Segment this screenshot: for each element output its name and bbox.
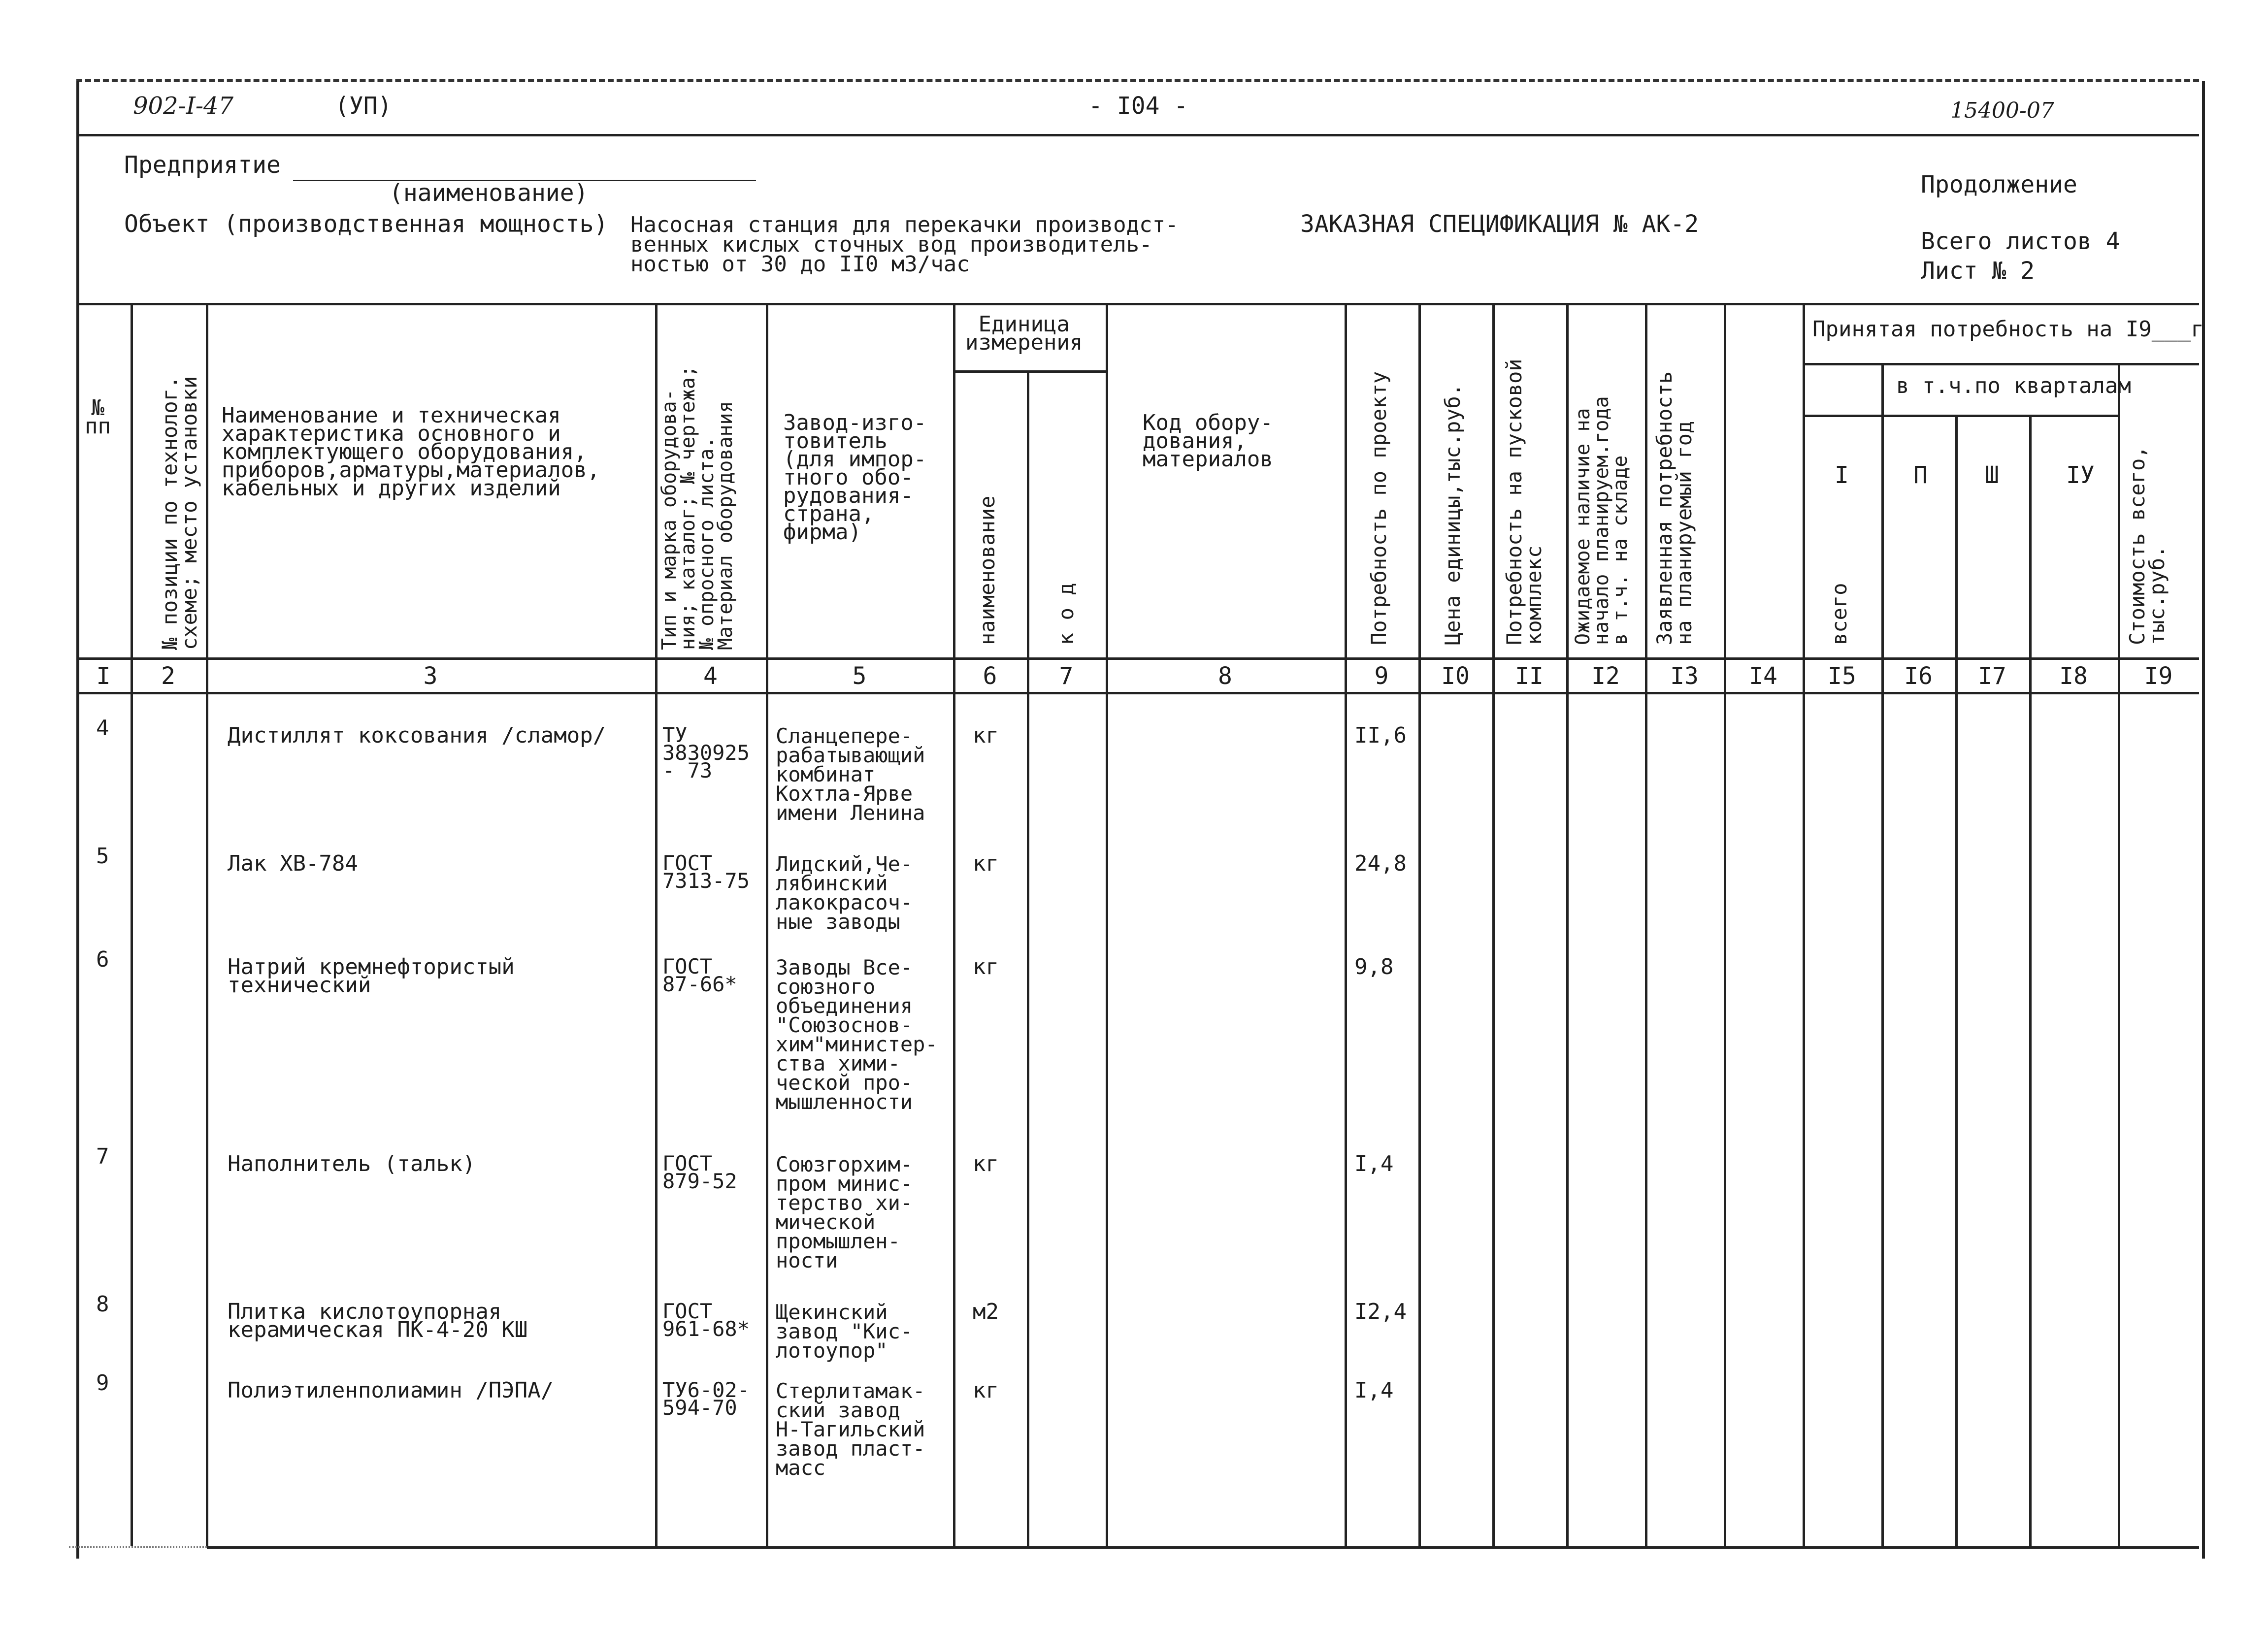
object-line-1: Насосная станция для перекачки производст- — [630, 212, 1179, 237]
col14-header: всего — [1827, 583, 1851, 645]
item-unit: кг — [973, 954, 999, 979]
item-type: ГОСТ 7313-75 — [662, 851, 750, 893]
item-manufacturer: Лидский,Че- лябинский лакокрасоч- ные заводы — [776, 852, 913, 934]
item-unit: кг — [973, 1151, 999, 1176]
col11-header: Потребность на пусковой комплекс — [1502, 358, 1546, 645]
quarters-group-header: в т.ч.по кварталам — [1896, 373, 2131, 398]
column-number: I2 — [1591, 662, 1620, 690]
row-number: 7 — [96, 1144, 109, 1169]
row-number: 4 — [96, 716, 109, 741]
col-line-7 — [1106, 303, 1108, 1546]
item-unit: кг — [973, 723, 999, 748]
item-type: ТУ6-02- 594-70 — [662, 1378, 750, 1420]
col-line-1 — [131, 303, 133, 1546]
col16-header: П — [1913, 461, 1928, 489]
column-number: 4 — [703, 662, 718, 690]
page-number: - I04 - — [1088, 92, 1188, 120]
accepted-group-line — [1803, 363, 2199, 365]
spec-title: ЗАКАЗНАЯ СПЕЦИФИКАЦИЯ № АК-2 — [1300, 210, 1699, 238]
column-number: I8 — [2059, 662, 2088, 690]
item-name: Натрий кремнефтористый технический — [228, 954, 515, 998]
col10-header: Цена единицы,тыс.руб. — [1441, 383, 1465, 645]
col18-header: IУ — [2066, 461, 2095, 489]
quarters-group-line — [1803, 415, 2118, 417]
col-line-3 — [655, 303, 657, 1546]
column-number: I5 — [1828, 662, 1856, 690]
column-number: 2 — [161, 662, 175, 690]
item-quantity: I,4 — [1354, 1151, 1394, 1176]
table-top-line — [76, 303, 2199, 305]
colnum-bottom-line — [76, 692, 2199, 694]
col-line-18 — [2118, 363, 2120, 1546]
col12-header: Ожидаемое наличие на начало планируем.года в т.ч. на складе — [1572, 396, 1632, 645]
col-line-14 — [1803, 303, 1805, 1546]
doc-part: (УП) — [335, 92, 392, 120]
enterprise-hint: (наименование) — [389, 179, 589, 207]
object-line-3: ностью от 30 до II0 м3/час — [630, 252, 970, 277]
col4-header: Тип и марка оборудова- ния; каталог; № чертежа; № опросного листа. Материал оборудования — [658, 365, 737, 650]
col2-header: № позиции по технолог. схеме; место установки — [158, 376, 201, 650]
column-number: I0 — [1441, 662, 1470, 690]
col15-header: I — [1835, 461, 1849, 489]
column-number: II — [1515, 662, 1544, 690]
col-line-17 — [2029, 415, 2032, 1546]
header-divider — [76, 134, 2199, 136]
item-name: Дистиллят коксования /сламор/ — [228, 723, 606, 748]
column-number: I4 — [1749, 662, 1777, 690]
col-line-13 — [1724, 303, 1726, 1546]
colnum-top-line — [76, 657, 2199, 660]
column-number: 8 — [1218, 662, 1232, 690]
item-manufacturer: Стерлитамак- ский завод Н-Тагильский завод пласт- масс — [776, 1379, 925, 1480]
item-type: ГОСТ 87-66* — [662, 954, 737, 996]
row-number: 9 — [96, 1370, 109, 1396]
column-number: I7 — [1978, 662, 2006, 690]
column-number: 7 — [1059, 662, 1074, 690]
col-line-8 — [1345, 303, 1347, 1546]
column-number: I9 — [2144, 662, 2173, 690]
item-unit: кг — [973, 1378, 999, 1403]
unit-group-header: Единица измерения — [965, 312, 1083, 355]
bottom-edge — [69, 1546, 207, 1548]
unit-group-line — [953, 370, 1106, 373]
item-type: ТУ 3830925 - 73 — [662, 723, 750, 782]
column-number: I — [96, 662, 111, 690]
item-quantity: II,6 — [1354, 723, 1407, 748]
item-name: Наполнитель (тальк) — [228, 1151, 476, 1176]
col13-header: Заявленная потребность на планируемый год — [1652, 371, 1696, 645]
row-number: 6 — [96, 947, 109, 972]
enterprise-label: Предприятие — [124, 151, 281, 179]
col9-header: Потребность по проекту — [1367, 371, 1391, 645]
col-line-6 — [1027, 370, 1029, 1546]
item-type: ГОСТ 879-52 — [662, 1151, 737, 1193]
col-line-2 — [206, 303, 208, 1546]
item-manufacturer: Щекинский завод "Кис- лотоупор" — [776, 1300, 913, 1363]
object-label: Объект (производственная мощность) — [124, 210, 608, 238]
col-line-12 — [1645, 303, 1647, 1546]
item-quantity: 9,8 — [1354, 954, 1394, 979]
item-type: ГОСТ 961-68* — [662, 1299, 750, 1341]
col17-header: Ш — [1985, 461, 1999, 489]
item-manufacturer: Заводы Все- союзного объединения "Союзоснов- хим"министер- ства хими- ческой про- мышленности — [776, 955, 938, 1114]
col5-header: Завод-изго- товитель (для импор- тного обо- рудования- страна, фирма) — [783, 410, 927, 545]
item-quantity: I,4 — [1354, 1378, 1394, 1403]
sheet-number: Лист № 2 — [1921, 257, 2035, 285]
column-number: 5 — [852, 662, 867, 690]
sheets-total: Всего листов 4 — [1921, 228, 2120, 255]
col-line-5 — [953, 303, 955, 1546]
col-line-10 — [1492, 303, 1495, 1546]
doc-code: 902-I-47 — [133, 92, 234, 120]
column-number: I3 — [1670, 662, 1699, 690]
col-line-16 — [1955, 415, 1958, 1546]
col19-header: Стоимость всего, тыс.руб. — [2125, 446, 2169, 645]
row-number: 5 — [96, 844, 109, 869]
object-line-2: венных кислых сточных вод производитель- — [630, 232, 1152, 257]
col-line-11 — [1566, 303, 1569, 1546]
item-unit: м2 — [973, 1299, 999, 1324]
col1-header: № пп — [85, 395, 111, 439]
item-quantity: 24,8 — [1354, 851, 1407, 876]
continuation-label: Продолжение — [1921, 171, 2077, 198]
column-number: 9 — [1374, 662, 1389, 690]
table-bottom-line — [207, 1546, 2199, 1549]
col3-header: Наименование и техническая характеристика основного и комплектующего оборудования, приборов,арматуры,материалов, кабельных и других изделий — [222, 403, 600, 501]
col-line-15 — [1881, 363, 1884, 1546]
item-unit: кг — [973, 851, 999, 876]
item-manufacturer: Союзгорхим- пром минис- терство хи- мической промышлен- ности — [776, 1152, 913, 1272]
col8-header: Код обору- дования, материалов — [1143, 410, 1273, 472]
col-line-9 — [1418, 303, 1421, 1546]
column-number: 6 — [983, 662, 997, 690]
accepted-group-header: Принятая потребность на I9___г — [1812, 317, 2204, 342]
column-number: 3 — [423, 662, 438, 690]
column-number: I6 — [1904, 662, 1933, 690]
item-name: Лак ХВ-784 — [228, 851, 358, 876]
row-number: 8 — [96, 1292, 109, 1317]
item-name: Плитка кислотоупорная керамическая ПК-4-20 КШ — [228, 1299, 528, 1342]
item-name: Полиэтиленполиамин /ПЭПА/ — [228, 1378, 554, 1403]
item-manufacturer: Сланцепере- рабатывающий комбинат Кохтла-Ярве имени Ленина — [776, 724, 925, 825]
ref-number: 15400-07 — [1950, 98, 2054, 123]
col6-header: наименование — [975, 495, 999, 645]
item-quantity: I2,4 — [1354, 1299, 1407, 1324]
col7-header: к о д — [1054, 583, 1078, 645]
col-line-4 — [766, 303, 768, 1546]
